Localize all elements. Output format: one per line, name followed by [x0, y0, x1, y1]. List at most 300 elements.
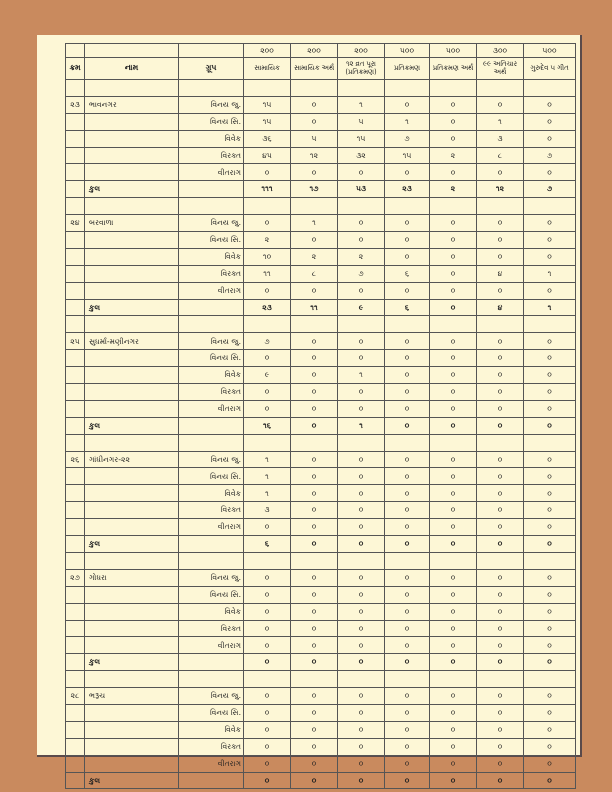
group-cell: વીતરાગ [179, 282, 244, 299]
value-cell: ૦ [430, 333, 477, 350]
empty-cell [85, 434, 179, 451]
total-value-cell: ૦ [477, 417, 524, 434]
value-cell: ૦ [524, 569, 576, 586]
value-cell: ૫ [338, 113, 385, 130]
value-cell: ૦ [524, 384, 576, 401]
value-cell: ૦ [338, 451, 385, 468]
serial-cell [66, 704, 85, 721]
center-name-cell [85, 586, 179, 603]
value-cell: ૦ [477, 400, 524, 417]
empty-cell [477, 80, 524, 97]
value-cell: ૦ [524, 738, 576, 755]
empty-cell [524, 80, 576, 97]
value-cell: ૦ [524, 519, 576, 536]
value-cell: ૦ [524, 468, 576, 485]
value-cell: ૧ [385, 113, 430, 130]
value-cell: ૦ [385, 96, 430, 113]
value-cell: ૦ [244, 569, 291, 586]
value-cell: ૭ [338, 265, 385, 282]
value-cell: ૦ [338, 688, 385, 705]
value-cell: ૦ [524, 688, 576, 705]
total-row [66, 417, 576, 434]
table-row [66, 367, 576, 384]
total-value-cell: ૦ [477, 772, 524, 789]
results-table [65, 43, 576, 789]
total-value-cell: ૦ [244, 772, 291, 789]
value-cell: ૦ [385, 333, 430, 350]
value-cell: ૦ [430, 603, 477, 620]
center-name-cell: ભાવનગર [85, 96, 179, 113]
value-cell: ૦ [244, 164, 291, 181]
group-cell: વિનય સિ. [179, 113, 244, 130]
value-cell: ૦ [477, 603, 524, 620]
value-cell: ૦ [291, 282, 338, 299]
table-row [66, 569, 576, 586]
group-cell: વિનય સિ. [179, 704, 244, 721]
value-cell: ૦ [430, 704, 477, 721]
column-header-samayik-meaning: સામાયિક અર્થ [291, 58, 338, 80]
total-value-cell: ૦ [430, 299, 477, 316]
center-name-cell [85, 164, 179, 181]
value-cell: ૦ [430, 96, 477, 113]
value-cell: ૧ [291, 215, 338, 232]
empty-cell [179, 552, 244, 569]
total-value-cell: ૪ [477, 299, 524, 316]
column-header-gurudev-geet: ગુરુદેવ ૫ ગીત [524, 58, 576, 80]
serial-cell [66, 164, 85, 181]
empty-cell [66, 671, 85, 688]
column-header-serial: ક્રમ [66, 58, 85, 80]
group-cell [179, 181, 244, 198]
total-label-cell: કુલ [85, 772, 179, 789]
empty-cell [385, 671, 430, 688]
value-cell: ૦ [338, 333, 385, 350]
value-cell: ૦ [430, 248, 477, 265]
value-cell: ૧૫ [244, 113, 291, 130]
serial-cell [66, 485, 85, 502]
total-value-cell: ૨૩ [244, 299, 291, 316]
value-cell: ૦ [524, 282, 576, 299]
column-header-pratikraman: પ્રતિક્રમણ [385, 58, 430, 80]
empty-cell [179, 316, 244, 333]
value-cell: ૦ [244, 519, 291, 536]
serial-cell [66, 350, 85, 367]
total-value-cell: ૧૬ [244, 417, 291, 434]
value-cell: ૦ [524, 350, 576, 367]
group-cell [179, 772, 244, 789]
value-cell: ૯ [244, 367, 291, 384]
header-points-cell: ૨૦૦ [338, 44, 385, 58]
group-cell [179, 654, 244, 671]
center-name-cell: ગોધરા [85, 569, 179, 586]
value-cell: ૦ [385, 232, 430, 249]
total-label-cell: કુલ [85, 299, 179, 316]
empty-cell [85, 671, 179, 688]
table-row [66, 502, 576, 519]
table-row [66, 147, 576, 164]
center-name-cell: ભરૂચ [85, 688, 179, 705]
table-row [66, 400, 576, 417]
spacer-row [66, 198, 576, 215]
center-name-cell [85, 755, 179, 772]
total-value-cell: ૦ [430, 654, 477, 671]
table-row [66, 755, 576, 772]
value-cell: ૫ [291, 130, 338, 147]
value-cell: ૦ [477, 519, 524, 536]
value-cell: ૦ [291, 502, 338, 519]
total-value-cell: ૦ [477, 654, 524, 671]
value-cell: ૦ [524, 451, 576, 468]
value-cell: ૦ [291, 603, 338, 620]
total-value-cell: ૦ [385, 536, 430, 553]
value-cell: ૦ [430, 400, 477, 417]
value-cell: ૦ [524, 502, 576, 519]
center-name-cell [85, 384, 179, 401]
value-cell: ૦ [524, 603, 576, 620]
value-cell: ૦ [338, 384, 385, 401]
value-cell: ૦ [477, 569, 524, 586]
value-cell: ૦ [430, 468, 477, 485]
value-cell: ૦ [524, 586, 576, 603]
serial-cell: ૨૮ [66, 688, 85, 705]
empty-cell [430, 434, 477, 451]
value-cell: ૦ [291, 637, 338, 654]
empty-cell [385, 552, 430, 569]
value-cell: ૦ [430, 569, 477, 586]
empty-cell [291, 316, 338, 333]
empty-cell [430, 316, 477, 333]
total-value-cell: ૦ [291, 536, 338, 553]
spacer-row [66, 316, 576, 333]
value-cell: ૦ [291, 738, 338, 755]
value-cell: ૦ [385, 384, 430, 401]
value-cell: ૦ [430, 738, 477, 755]
empty-cell [244, 552, 291, 569]
value-cell: ૦ [338, 637, 385, 654]
value-cell: ૦ [338, 755, 385, 772]
value-cell: ૦ [477, 485, 524, 502]
value-cell: ૦ [430, 485, 477, 502]
value-cell: ૦ [385, 350, 430, 367]
value-cell: ૧ [524, 265, 576, 282]
group-cell: વિરક્ત [179, 620, 244, 637]
value-cell: ૦ [385, 721, 430, 738]
center-name-cell [85, 738, 179, 755]
value-cell: ૦ [430, 519, 477, 536]
value-cell: ૦ [291, 113, 338, 130]
total-value-cell: ૧૭ [291, 181, 338, 198]
value-cell: ૦ [291, 164, 338, 181]
table-row [66, 704, 576, 721]
table-row [66, 350, 576, 367]
value-cell: ૦ [291, 519, 338, 536]
group-cell [179, 417, 244, 434]
table-row [66, 738, 576, 755]
total-value-cell: ૨૩ [385, 181, 430, 198]
value-cell: ૬ [385, 265, 430, 282]
serial-cell: ૨૭ [66, 569, 85, 586]
total-value-cell: ૧૨ [477, 181, 524, 198]
value-cell: ૦ [291, 400, 338, 417]
group-cell: વિરક્ત [179, 147, 244, 164]
total-value-cell: ૧૧ [291, 299, 338, 316]
header-points-cell: ૫૦૦ [430, 44, 477, 58]
empty-cell [338, 671, 385, 688]
serial-cell [66, 586, 85, 603]
value-cell: ૦ [385, 586, 430, 603]
value-cell: ૦ [524, 215, 576, 232]
value-cell: ૦ [524, 164, 576, 181]
group-cell: વિવેક [179, 130, 244, 147]
value-cell: ૦ [477, 384, 524, 401]
value-cell: ૦ [430, 164, 477, 181]
value-cell: ૦ [291, 721, 338, 738]
empty-cell [524, 434, 576, 451]
total-row [66, 654, 576, 671]
total-value-cell: ૦ [477, 536, 524, 553]
value-cell: ૦ [244, 637, 291, 654]
value-cell: ૦ [291, 620, 338, 637]
value-cell: ૦ [291, 755, 338, 772]
group-cell: વિનય સિ. [179, 586, 244, 603]
value-cell: ૦ [477, 704, 524, 721]
total-value-cell: ૦ [291, 772, 338, 789]
group-cell: વિનય જુ. [179, 333, 244, 350]
value-cell: ૦ [385, 468, 430, 485]
total-value-cell: ૦ [524, 772, 576, 789]
value-cell: ૦ [524, 704, 576, 721]
empty-cell [85, 316, 179, 333]
value-cell: ૦ [524, 96, 576, 113]
value-cell: ૦ [385, 569, 430, 586]
value-cell: ૦ [291, 688, 338, 705]
total-row [66, 772, 576, 789]
value-cell: ૨ [291, 248, 338, 265]
value-cell: ૭ [385, 130, 430, 147]
spacer-row [66, 671, 576, 688]
value-cell: ૨ [430, 147, 477, 164]
value-cell: ૧ [244, 485, 291, 502]
empty-cell [524, 316, 576, 333]
serial-cell [66, 721, 85, 738]
column-header-pratikraman-meaning: પ્રતિક્રમણ અર્થ [430, 58, 477, 80]
group-cell: વિવેક [179, 721, 244, 738]
value-cell: ૧૫ [385, 147, 430, 164]
value-cell: ૦ [477, 502, 524, 519]
table-row [66, 113, 576, 130]
empty-cell [385, 198, 430, 215]
value-cell: ૦ [430, 215, 477, 232]
value-cell: ૦ [430, 755, 477, 772]
center-name-cell [85, 400, 179, 417]
group-cell: વિનય જુ. [179, 215, 244, 232]
empty-cell [179, 80, 244, 97]
serial-cell [66, 147, 85, 164]
value-cell: ૪૫ [244, 147, 291, 164]
center-name-cell [85, 265, 179, 282]
total-value-cell: ૧ [524, 299, 576, 316]
column-header-99-atichar: ૯૯ અતિચાર અર્થ [477, 58, 524, 80]
value-cell: ૦ [244, 350, 291, 367]
value-cell: ૦ [385, 519, 430, 536]
value-cell: ૨ [338, 248, 385, 265]
value-cell: ૦ [338, 164, 385, 181]
empty-cell [338, 198, 385, 215]
group-cell: વિરક્ત [179, 384, 244, 401]
total-row [66, 181, 576, 198]
group-cell: વિનય સિ. [179, 350, 244, 367]
value-cell: ૦ [524, 232, 576, 249]
empty-cell [66, 552, 85, 569]
spacer-row [66, 434, 576, 451]
value-cell: ૦ [430, 721, 477, 738]
empty-cell [244, 198, 291, 215]
total-value-cell: ૦ [430, 772, 477, 789]
center-name-cell [85, 113, 179, 130]
table-row [66, 384, 576, 401]
value-cell: ૧૦ [244, 248, 291, 265]
empty-cell [179, 198, 244, 215]
value-cell: ૦ [244, 282, 291, 299]
total-value-cell: ૦ [524, 536, 576, 553]
group-cell [179, 536, 244, 553]
total-value-cell: ૦ [338, 772, 385, 789]
serial-cell: ૨૩ [66, 96, 85, 113]
header-points-cell: ૫૦૦ [385, 44, 430, 58]
serial-cell [66, 282, 85, 299]
empty-cell [385, 434, 430, 451]
total-value-cell: ૭ [524, 181, 576, 198]
value-cell: ૦ [385, 485, 430, 502]
column-header-row [66, 58, 576, 80]
value-cell: ૦ [338, 519, 385, 536]
total-value-cell: ૧૧૧ [244, 181, 291, 198]
total-value-cell: ૦ [430, 417, 477, 434]
empty-cell [179, 434, 244, 451]
value-cell: ૦ [244, 620, 291, 637]
serial-cell [66, 755, 85, 772]
table-row [66, 586, 576, 603]
value-cell: ૦ [524, 721, 576, 738]
empty-cell [244, 316, 291, 333]
value-cell: ૦ [477, 164, 524, 181]
center-name-cell [85, 519, 179, 536]
value-cell: ૦ [524, 248, 576, 265]
serial-cell [66, 248, 85, 265]
empty-cell [291, 671, 338, 688]
value-cell: ૦ [477, 232, 524, 249]
table-row [66, 282, 576, 299]
value-cell: ૦ [338, 468, 385, 485]
serial-cell [66, 181, 85, 198]
total-value-cell: ૯ [338, 299, 385, 316]
value-cell: ૦ [430, 265, 477, 282]
value-cell: ૧૫ [244, 96, 291, 113]
table-row [66, 215, 576, 232]
group-cell: વિરક્ત [179, 265, 244, 282]
value-cell: ૦ [338, 721, 385, 738]
value-cell: ૦ [291, 232, 338, 249]
value-cell: ૦ [477, 350, 524, 367]
group-cell: વિનય જુ. [179, 451, 244, 468]
table-row [66, 637, 576, 654]
group-cell: વિનય જુ. [179, 688, 244, 705]
header-points-cell [179, 44, 244, 58]
total-row [66, 536, 576, 553]
group-cell: વીતરાગ [179, 400, 244, 417]
value-cell: ૦ [338, 350, 385, 367]
value-cell: ૦ [291, 333, 338, 350]
value-cell: ૦ [291, 569, 338, 586]
total-value-cell: ૦ [338, 654, 385, 671]
value-cell: ૦ [524, 637, 576, 654]
serial-cell: ૨૪ [66, 215, 85, 232]
serial-cell [66, 232, 85, 249]
table-row [66, 485, 576, 502]
center-name-cell [85, 468, 179, 485]
value-cell: ૦ [430, 688, 477, 705]
empty-cell [338, 434, 385, 451]
table-row [66, 519, 576, 536]
value-cell: ૨ [244, 232, 291, 249]
center-name-cell [85, 485, 179, 502]
serial-cell: ૨૬ [66, 451, 85, 468]
empty-cell [477, 552, 524, 569]
value-cell: ૦ [477, 755, 524, 772]
empty-cell [291, 198, 338, 215]
value-cell: ૧૧ [244, 265, 291, 282]
value-cell: ૧ [477, 113, 524, 130]
value-cell: ૧૨ [291, 147, 338, 164]
value-cell: ૦ [338, 400, 385, 417]
serial-cell [66, 654, 85, 671]
value-cell: ૦ [430, 130, 477, 147]
value-cell: ૦ [430, 586, 477, 603]
value-cell: ૦ [291, 96, 338, 113]
center-name-cell [85, 350, 179, 367]
value-cell: ૦ [244, 755, 291, 772]
value-cell: ૦ [385, 704, 430, 721]
empty-cell [85, 552, 179, 569]
total-value-cell: ૦ [385, 417, 430, 434]
total-value-cell: ૬ [385, 299, 430, 316]
center-name-cell [85, 147, 179, 164]
value-cell: ૦ [291, 704, 338, 721]
header-points-cell: ૨૦૦ [291, 44, 338, 58]
value-cell: ૦ [385, 620, 430, 637]
value-cell: ૦ [291, 384, 338, 401]
value-cell: ૦ [477, 248, 524, 265]
value-cell: ૦ [291, 586, 338, 603]
table-row [66, 688, 576, 705]
empty-cell [66, 80, 85, 97]
value-cell: ૦ [477, 688, 524, 705]
value-cell: ૦ [430, 502, 477, 519]
group-cell: વીતરાગ [179, 755, 244, 772]
value-cell: ૦ [477, 215, 524, 232]
value-cell: ૦ [338, 586, 385, 603]
table-row [66, 620, 576, 637]
serial-cell [66, 468, 85, 485]
total-value-cell: ૦ [385, 654, 430, 671]
serial-cell [66, 772, 85, 789]
value-cell: ૮ [291, 265, 338, 282]
serial-cell [66, 265, 85, 282]
value-cell: ૦ [524, 130, 576, 147]
empty-cell [291, 552, 338, 569]
group-cell: વિરક્ત [179, 738, 244, 755]
value-cell: ૦ [477, 451, 524, 468]
